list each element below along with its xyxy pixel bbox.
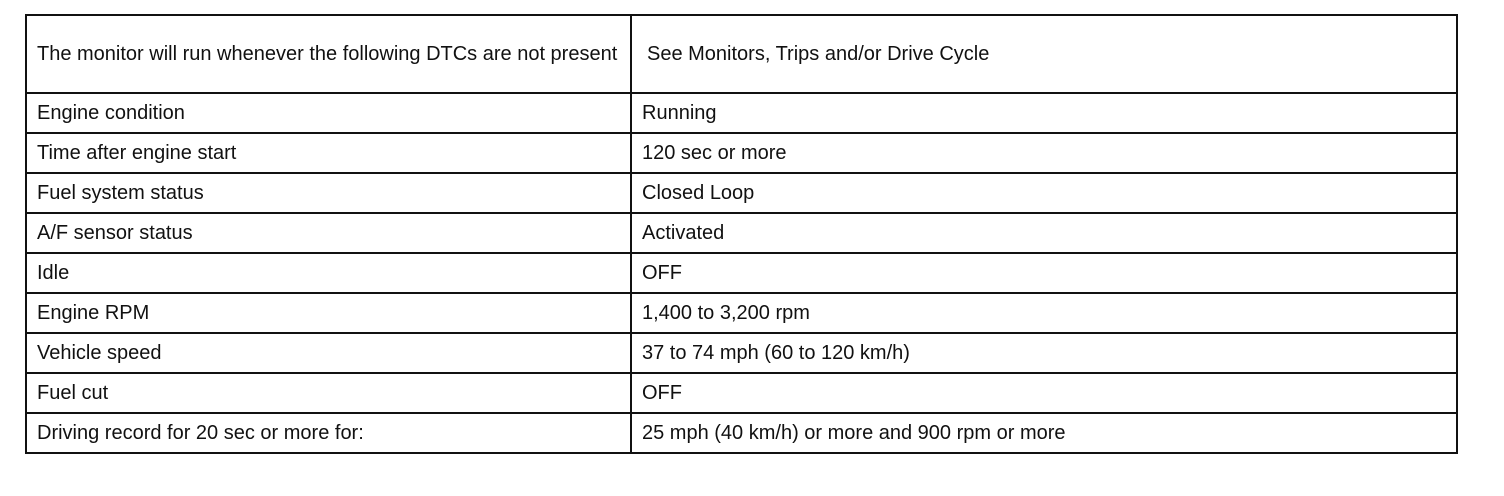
table-row [26, 173, 1457, 213]
table-row [26, 15, 1457, 93]
condition-cell: The monitor will run whenever the following DTCs are not present [26, 15, 631, 93]
condition-cell: Engine RPM [26, 293, 631, 333]
value-cell: OFF [631, 253, 1457, 293]
value-cell: OFF [631, 373, 1457, 413]
condition-cell: Time after engine start [26, 133, 631, 173]
condition-cell: Fuel cut [26, 373, 631, 413]
value-cell: See Monitors, Trips and/or Drive Cycle [631, 15, 1457, 93]
monitor-conditions-table [25, 14, 1458, 454]
table-row [26, 93, 1457, 133]
value-cell: 37 to 74 mph (60 to 120 km/h) [631, 333, 1457, 373]
table-row [26, 133, 1457, 173]
table-row [26, 253, 1457, 293]
condition-cell: Vehicle speed [26, 333, 631, 373]
table-row [26, 293, 1457, 333]
value-cell: 25 mph (40 km/h) or more and 900 rpm or more [631, 413, 1457, 453]
value-cell: Closed Loop [631, 173, 1457, 213]
value-cell: 120 sec or more [631, 133, 1457, 173]
condition-cell: Idle [26, 253, 631, 293]
table-row [26, 413, 1457, 453]
condition-cell: Fuel system status [26, 173, 631, 213]
value-cell: Running [631, 93, 1457, 133]
value-cell: 1,400 to 3,200 rpm [631, 293, 1457, 333]
condition-cell: A/F sensor status [26, 213, 631, 253]
condition-cell: Engine condition [26, 93, 631, 133]
value-cell: Activated [631, 213, 1457, 253]
table-row [26, 213, 1457, 253]
table-row [26, 333, 1457, 373]
condition-cell: Driving record for 20 sec or more for: [26, 413, 631, 453]
table-row [26, 373, 1457, 413]
